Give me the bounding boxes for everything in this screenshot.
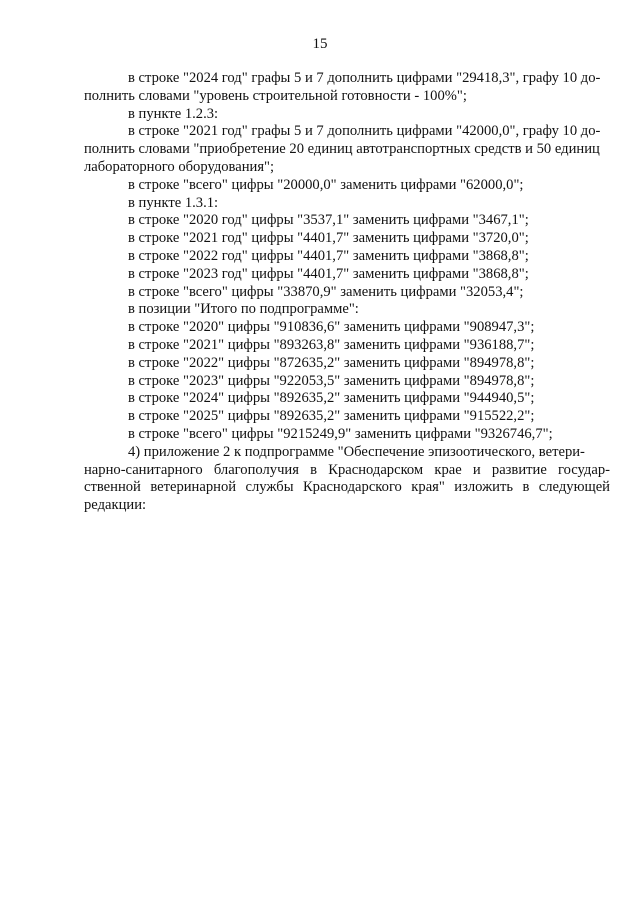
text-line: в строке "2020" цифры "910836,6" заменить цифрами "908947,3"; bbox=[128, 319, 535, 336]
text-line: в пункте 1.2.3: bbox=[128, 105, 219, 122]
text-line: в пункте 1.3.1: bbox=[128, 194, 219, 211]
text-line: в строке "2025" цифры "892635,2" заменить цифрами "915522,2"; bbox=[128, 408, 535, 425]
text-line: лабораторного оборудования"; bbox=[84, 158, 275, 175]
text-line: редакции: bbox=[84, 497, 147, 514]
text-line: в строке "всего" цифры "9215249,9" заменить цифрами "9326746,7"; bbox=[128, 425, 553, 442]
page-number: 15 bbox=[312, 36, 328, 52]
text-line: ственной ветеринарной службы Краснодарского края" изложить в следующей bbox=[84, 479, 610, 496]
text-line: нарно-санитарного благополучия в Краснодарском крае и развитие государ- bbox=[84, 461, 610, 478]
text-line: в строке "2024 год" графы 5 и 7 дополнить цифрами "29418,3", графу 10 до- bbox=[128, 70, 601, 86]
text-line: в строке "2023 год" цифры "4401,7" заменить цифрами "3868,8"; bbox=[128, 265, 529, 282]
text-line: в строке "2021" цифры "893263,8" заменить цифрами "936188,7"; bbox=[128, 336, 535, 353]
text-line: 4) приложение 2 к подпрограмме "Обеспечение эпизоотического, ветери- bbox=[128, 443, 585, 460]
text-line: в позиции "Итого по подпрограмме": bbox=[128, 301, 359, 318]
text-line: в строке "2021 год" графы 5 и 7 дополнить цифрами "42000,0", графу 10 до- bbox=[128, 123, 601, 140]
text-line: в строке "2020 год" цифры "3537,1" заменить цифрами "3467,1"; bbox=[128, 212, 529, 229]
text-line: в строке "всего" цифры "20000,0" заменить цифрами "62000,0"; bbox=[128, 176, 524, 193]
document-body bbox=[84, 70, 610, 515]
text-line: в строке "2024" цифры "892635,2" заменить цифрами "944940,5"; bbox=[128, 390, 535, 407]
text-line: полнить словами "уровень строительной готовности - 100%"; bbox=[84, 87, 467, 104]
text-line: в строке "2021 год" цифры "4401,7" заменить цифрами "3720,0"; bbox=[128, 230, 529, 247]
text-line: в строке "2022" цифры "872635,2" заменить цифрами "894978,8"; bbox=[128, 354, 535, 371]
text-line: в строке "2023" цифры "922053,5" заменить цифрами "894978,8"; bbox=[128, 372, 535, 389]
text-line: полнить словами "приобретение 20 единиц автотранспортных средств и 50 единиц bbox=[84, 141, 600, 158]
text-line: в строке "2022 год" цифры "4401,7" заменить цифрами "3868,8"; bbox=[128, 247, 529, 264]
text-line: в строке "всего" цифры "33870,9" заменить цифрами "32053,4"; bbox=[128, 283, 524, 300]
